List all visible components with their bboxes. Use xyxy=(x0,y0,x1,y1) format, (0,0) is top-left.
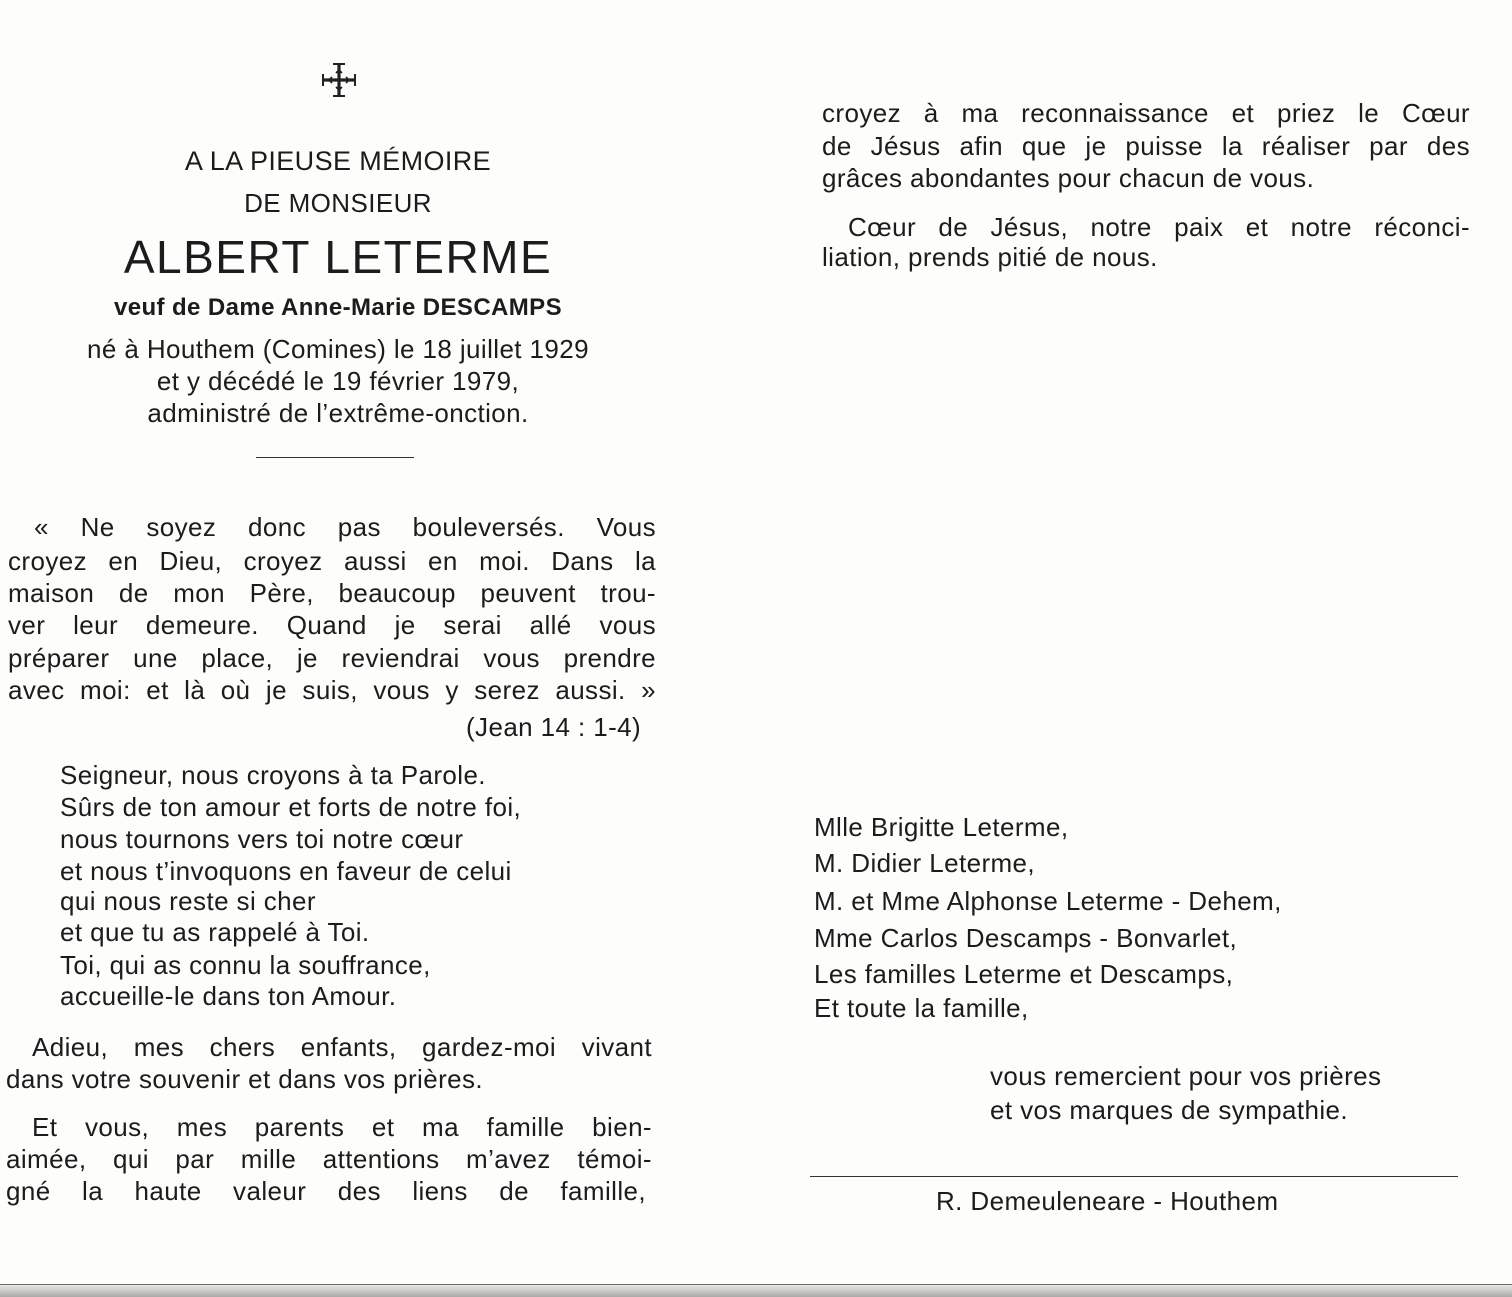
prayer-line: nous tournons vers toi notre cœur xyxy=(60,824,464,854)
prayer-line: Sûrs de ton amour et forts de notre foi, xyxy=(60,792,522,822)
thanks-line: vous remercient pour vos prières xyxy=(990,1061,1382,1091)
family-line: aimée, qui par mille attentions m’avez témoi- xyxy=(6,1144,652,1174)
footer-divider xyxy=(810,1176,1458,1177)
mourner-line: Mlle Brigitte Leterme, xyxy=(814,812,1069,842)
printer-credit: R. Demeuleneare - Houthem xyxy=(936,1186,1279,1216)
mourner-line: M. et Mme Alphonse Leterme - Dehem, xyxy=(814,886,1282,916)
birth-line: né à Houthem (Comines) le 18 juillet 1929 xyxy=(87,334,589,364)
farewell-line: Adieu, mes chers enfants, gardez-moi vivant xyxy=(32,1032,652,1062)
mourner-line: Mme Carlos Descamps - Bonvarlet, xyxy=(814,923,1238,953)
invocation-line: liation, prends pitié de nous. xyxy=(822,242,1158,272)
mourner-line: Et toute la famille, xyxy=(814,993,1029,1023)
prayer-line: Seigneur, nous croyons à ta Parole. xyxy=(60,760,486,790)
farewell-line: dans votre souvenir et dans vos prières. xyxy=(6,1064,484,1094)
quote-reference: (Jean 14 : 1-4) xyxy=(466,712,642,742)
family-line: Et vous, mes parents et ma famille bien- xyxy=(32,1112,652,1142)
continuation-line: croyez à ma reconnaissance et priez le Cœur xyxy=(822,98,1470,128)
prayer-line: et que tu as rappelé à Toi. xyxy=(60,917,370,947)
header-divider xyxy=(256,457,414,458)
prayer-line: accueille-le dans ton Amour. xyxy=(60,981,397,1011)
invocation-line: Cœur de Jésus, notre paix et notre réconci- xyxy=(848,212,1470,242)
quote-line: maison de mon Père, beaucoup peuvent trou- xyxy=(8,578,656,608)
memorial-title: A LA PIEUSE MÉMOIRE xyxy=(184,146,492,176)
prayer-line: Toi, qui as connu la souffrance, xyxy=(60,950,431,980)
thanks-line: et vos marques de sympathie. xyxy=(990,1095,1349,1125)
quote-line: préparer une place, je reviendrai vous prendre xyxy=(8,643,656,673)
card-bottom-edge xyxy=(0,1284,1512,1297)
quote-line: ver leur demeure. Quand je serai allé vous xyxy=(8,610,656,640)
spouse-line: veuf de Dame Anne-Marie DESCAMPS xyxy=(113,294,562,321)
quote-line: avec moi: et là où je suis, vous y serez aussi. » xyxy=(8,675,656,705)
deceased-name: ALBERT LETERME xyxy=(123,231,553,283)
mourner-line: M. Didier Leterme, xyxy=(814,848,1036,878)
family-line: gné la haute valeur des liens de famille, xyxy=(6,1176,646,1206)
cross-icon xyxy=(321,62,357,98)
death-line: et y décédé le 19 février 1979, xyxy=(156,366,520,396)
memorial-subtitle: DE MONSIEUR xyxy=(244,188,432,218)
mourner-line: Les familles Leterme et Descamps, xyxy=(814,959,1234,989)
sacrament-line: administré de l’extrême-onction. xyxy=(147,398,529,428)
quote-line: « Ne soyez donc pas bouleversés. Vous xyxy=(34,512,656,542)
prayer-line: et nous t’invoquons en faveur de celui xyxy=(60,856,512,886)
prayer-line: qui nous reste si cher xyxy=(60,886,316,916)
quote-line: croyez en Dieu, croyez aussi en moi. Dans la xyxy=(8,546,656,576)
continuation-line: de Jésus afin que je puisse la réaliser par des xyxy=(822,131,1470,161)
continuation-line: grâces abondantes pour chacun de vous. xyxy=(822,163,1315,193)
